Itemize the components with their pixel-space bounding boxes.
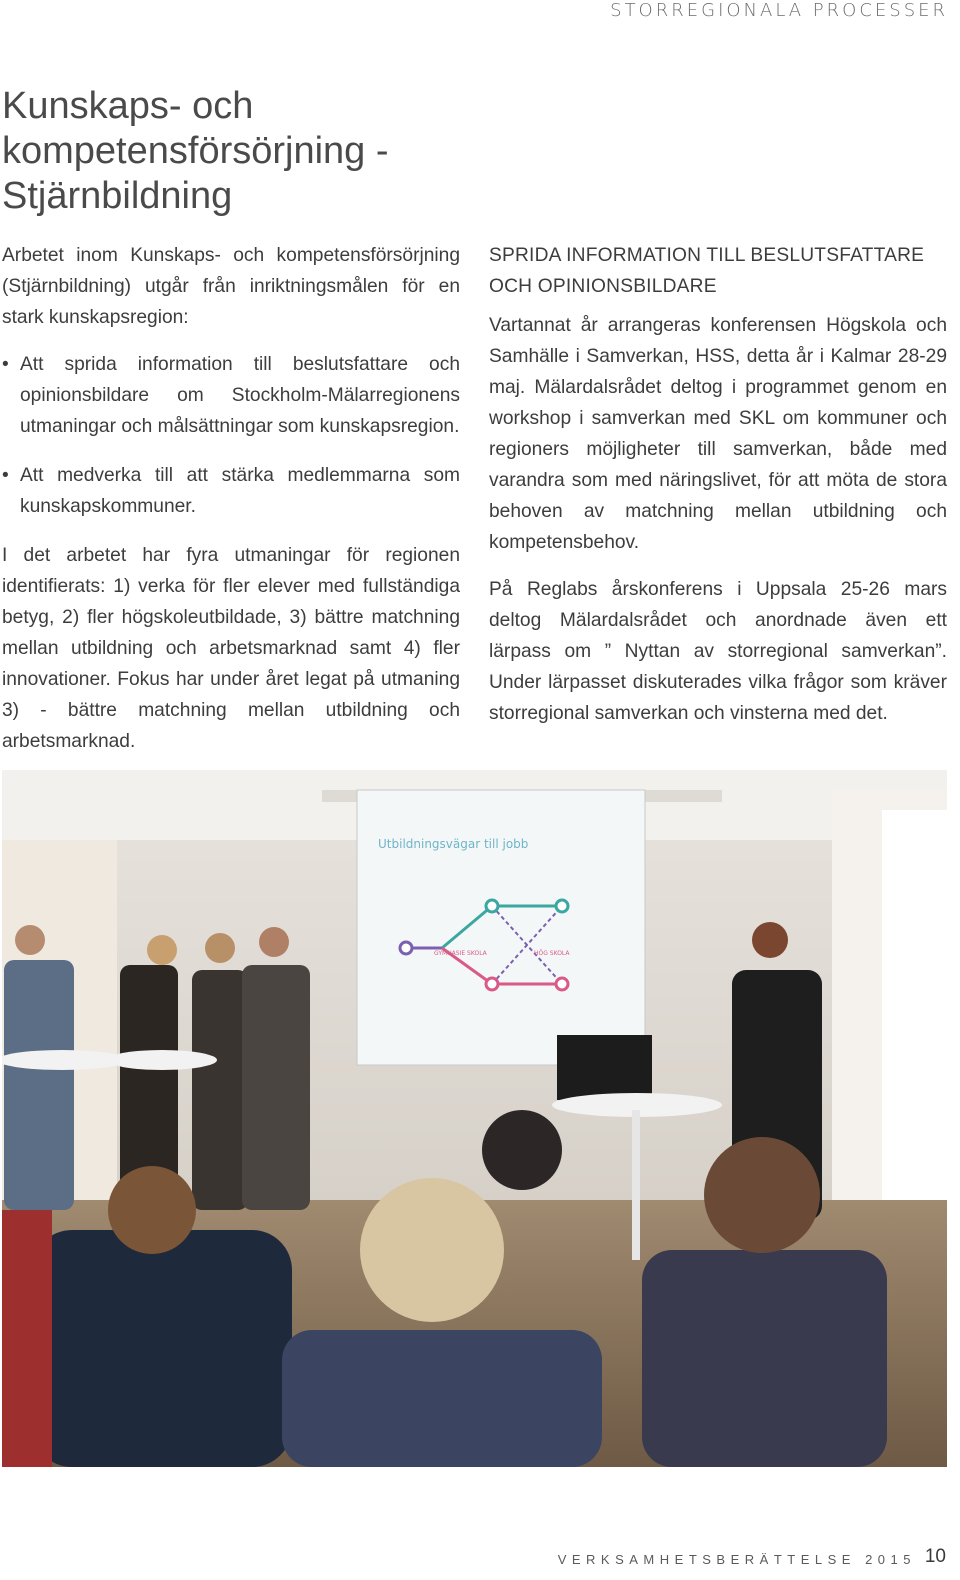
slide-label: HÖG SKOLA	[534, 950, 570, 957]
title-line: kompetensförsörjning -	[2, 130, 389, 172]
body-paragraph: I det arbetet har fyra utmaningar för regionen identifierats: 1) verka för fler elever med fullständiga betyg, 2) fler högskoleutbildade, 3) bättre matchning mellan utbildning och arbetsmarknad samt 4) fler innovationer. Fokus har under året legat på utmaning 3) - bättre matchning mellan utbildning och arbetsmarknad.	[2, 545, 460, 752]
title-line: Stjärnbildning	[2, 175, 233, 217]
section-heading	[489, 240, 947, 302]
heading-line: SPRIDA INFORMATION TILL BESLUTSFATTARE	[489, 245, 925, 266]
title-line: Kunskaps- och	[2, 85, 254, 127]
right-column	[489, 240, 947, 745]
reglab-paragraph: På Reglabs årskonferens i Uppsala 25-26 mars deltog Mälardalsrådet och anordnade även ett lärpass om ” Nyttan av storregional samverkan”. Under lärpasset diskuterades vilka frågor som kräver storregional samverkan och vinsterna med det.	[489, 579, 947, 724]
list-item: • Att sprida information till beslutsfattare och opinionsbildare om Stockholm-Mälarregionens utmaningar och målsättningar som kunskapsregion.	[2, 349, 460, 442]
section-label: STORREGIONALA PROCESSER	[610, 0, 948, 21]
list-item: • Att medverka till att stärka medlemmarna som kunskapskommuner.	[2, 460, 460, 522]
slide-title: Utbildningsvägar till jobb	[378, 837, 529, 851]
report-label: VERKSAMHETSBERÄTTELSE 2015	[557, 1552, 916, 1567]
goal-list	[2, 349, 460, 522]
page-title	[2, 84, 472, 219]
left-column	[2, 240, 460, 773]
page-number: 10	[924, 1546, 946, 1567]
conference-photo-illustration	[2, 770, 947, 1467]
slide-label: GYMNASIE SKOLA	[434, 950, 487, 957]
laptop	[557, 1035, 652, 1100]
hss-paragraph: Vartannat år arrangeras konferensen Högskola och Samhälle i Samverkan, HSS, detta år i Kalmar 28-29 maj. Mälardalsrådet deltog i programmet genom en workshop i samverkan med SKL om kommuner och regioners möjligheter till samverkan, både med varandra som med näringslivet, för att möta de stora behoven av matchning mellan utbildning och kompetensbehov.	[489, 315, 947, 553]
intro-paragraph: Arbetet inom Kunskaps- och kompetensförsörjning (Stjärnbildning) utgår från inriktningsmålen för en stark kunskapsregion:	[2, 245, 460, 328]
heading-line: OCH OPINIONSBILDARE	[489, 276, 717, 297]
conference-photo	[2, 770, 947, 1467]
